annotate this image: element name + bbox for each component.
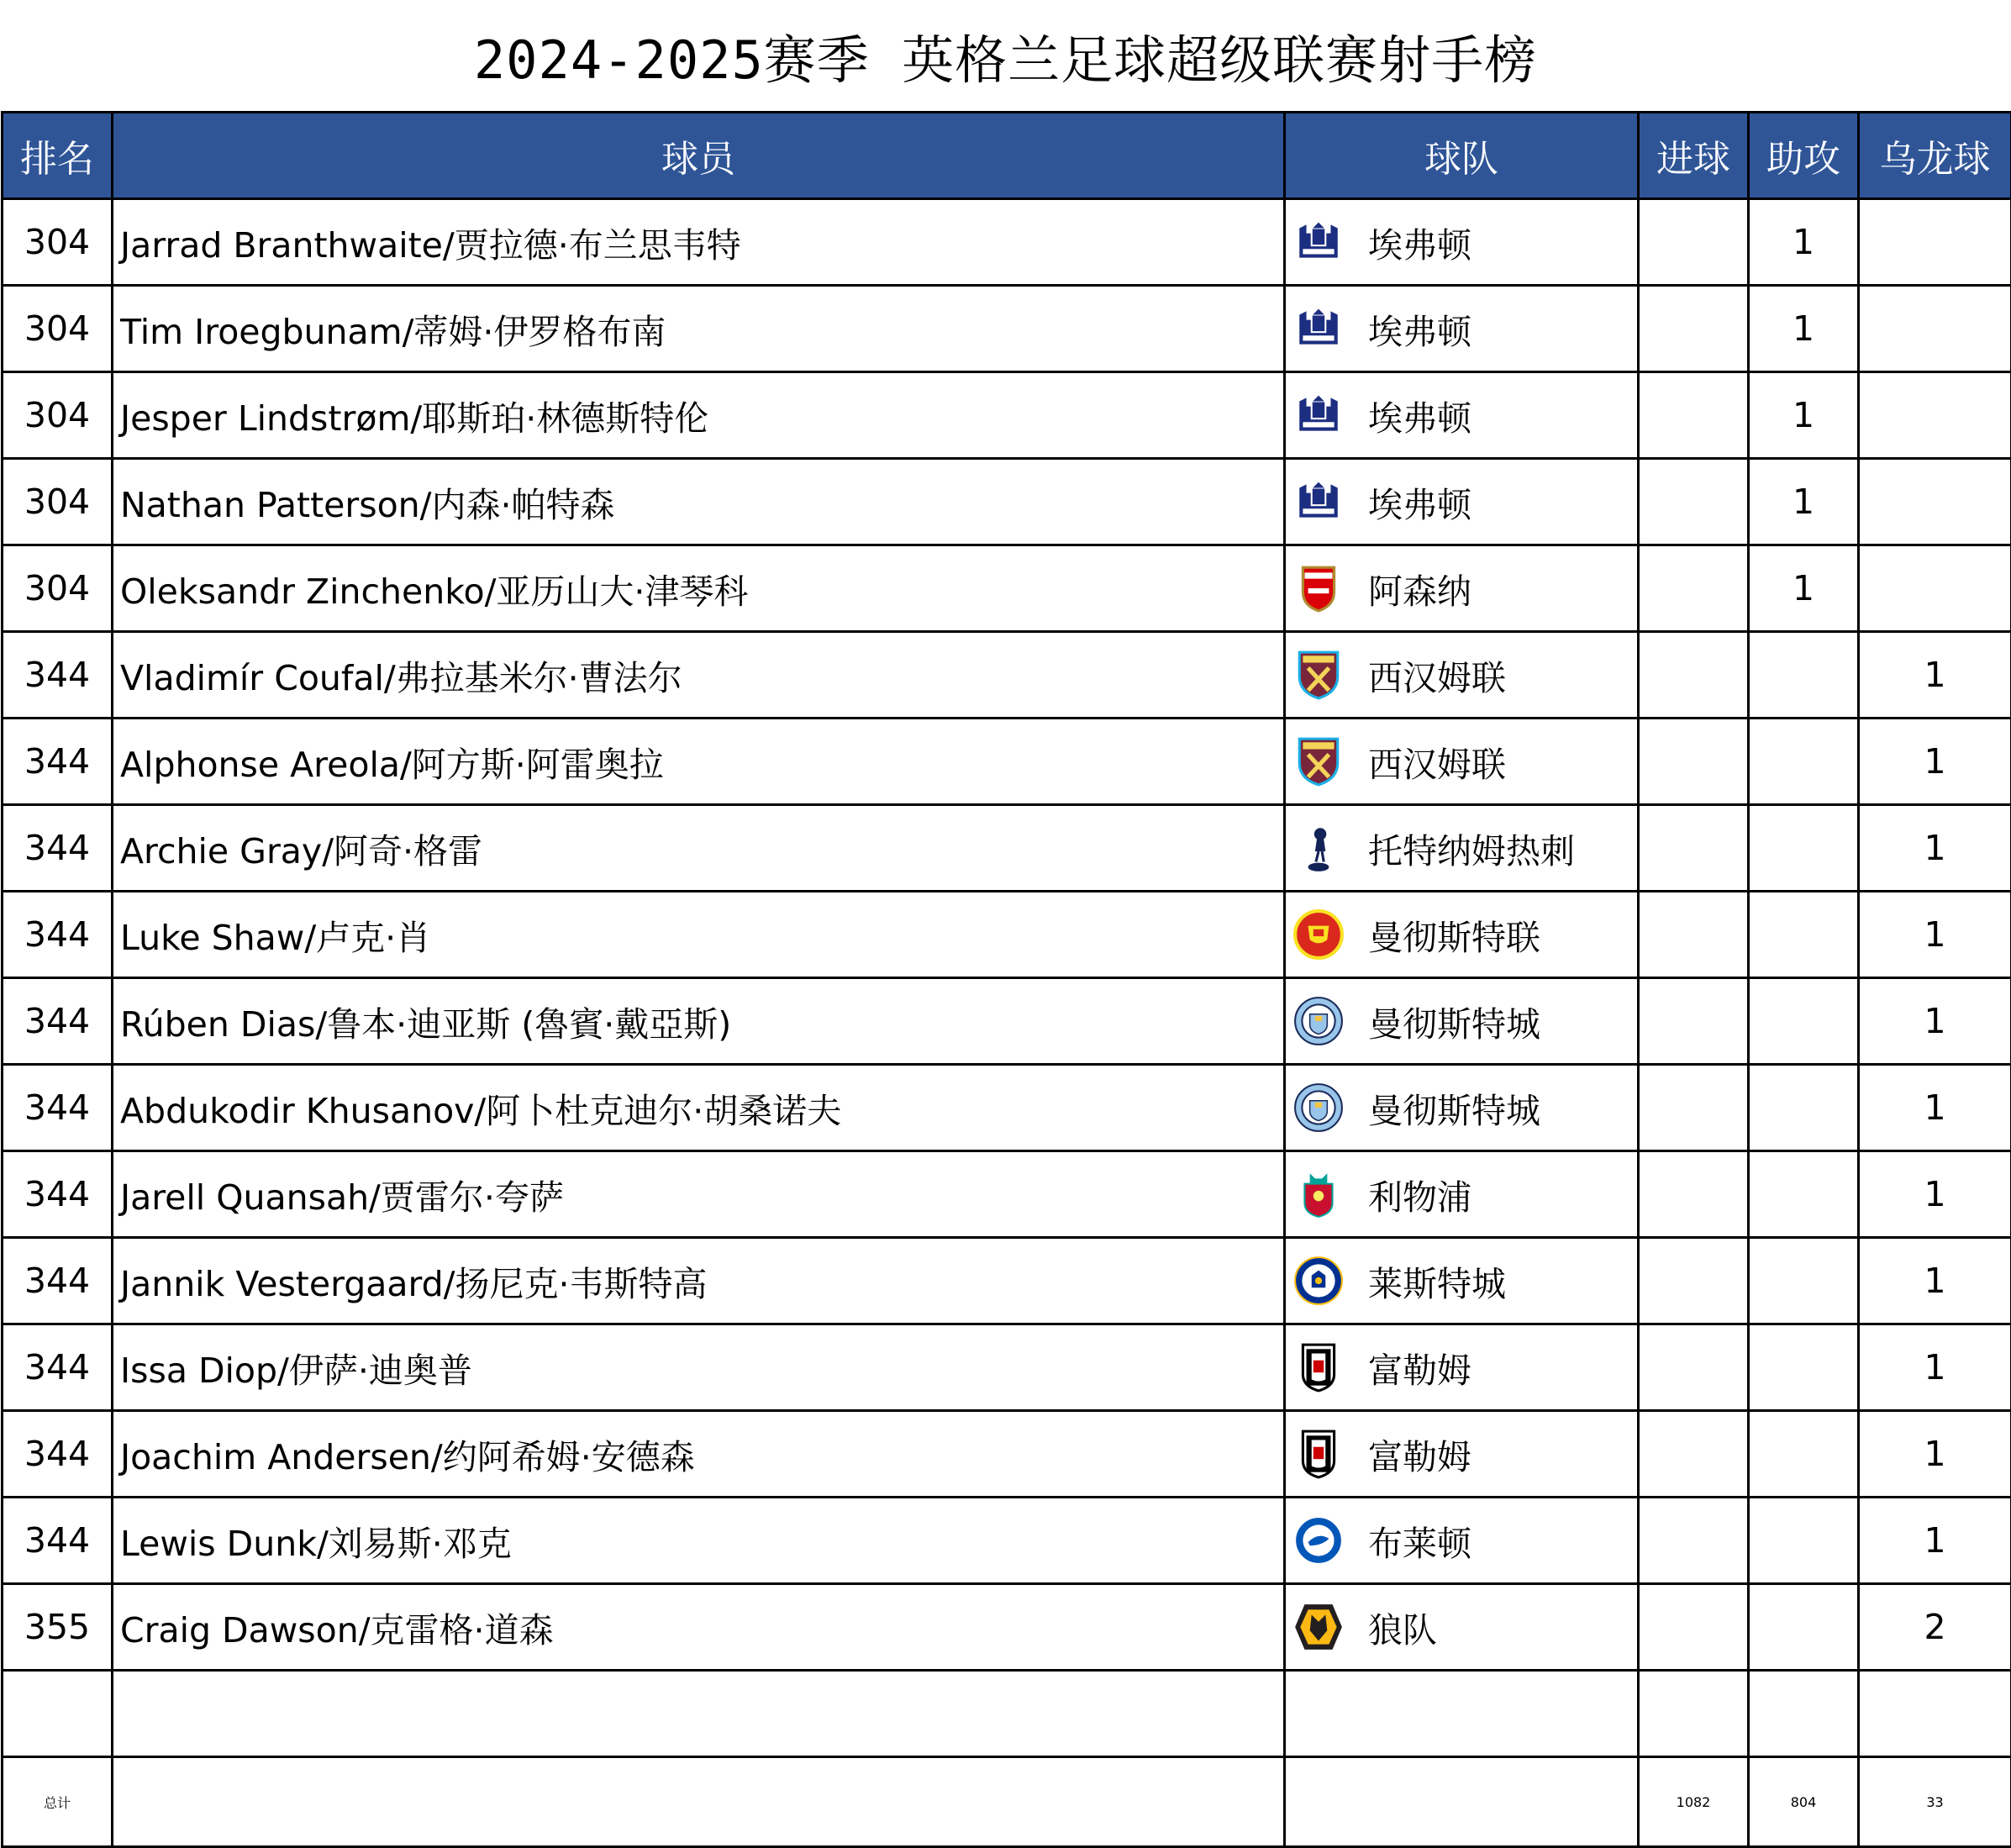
team-cell xyxy=(1285,632,1639,719)
own-goals-cell xyxy=(1859,1671,2011,1757)
player-cell: Archie Gray/阿奇·格雷 xyxy=(113,805,1285,892)
totals-team-cell xyxy=(1285,1757,1639,1847)
rank-cell: 344 xyxy=(3,1411,113,1498)
team-name: 西汉姆联 xyxy=(1368,737,1506,787)
goals-cell xyxy=(1639,1238,1749,1324)
team-wrap xyxy=(1292,373,1637,457)
player-cell: Vladimír Coufal/弗拉基米尔·曹法尔 xyxy=(113,632,1285,719)
player-cell: Jesper Lindstrøm/耶斯珀·林德斯特伦 xyxy=(113,372,1285,459)
player-cell: Rúben Dias/鲁本·迪亚斯 (魯賓·戴亞斯) xyxy=(113,978,1285,1065)
goals-cell xyxy=(1639,372,1749,459)
everton-crest-icon xyxy=(1292,303,1345,355)
rank-cell: 344 xyxy=(3,719,113,805)
player-cell: Craig Dawson/克雷格·道森 xyxy=(113,1584,1285,1671)
rank-cell: 344 xyxy=(3,1151,113,1238)
arsenal-crest-icon xyxy=(1292,562,1345,614)
team-cell xyxy=(1285,719,1639,805)
assists-cell xyxy=(1749,719,1859,805)
rank-cell: 344 xyxy=(3,978,113,1065)
team-name: 布莱顿 xyxy=(1368,1516,1471,1566)
team-wrap xyxy=(1292,979,1637,1063)
team-wrap xyxy=(1292,460,1637,544)
own-goals-cell: 2 xyxy=(1859,1584,2011,1671)
goals-cell xyxy=(1639,1671,1749,1757)
assists-cell: 1 xyxy=(1749,372,1859,459)
team-wrap xyxy=(1292,1672,1637,1756)
everton-crest-icon xyxy=(1292,476,1345,528)
assists-cell xyxy=(1749,1671,1859,1757)
team-wrap xyxy=(1292,806,1637,890)
team-name: 埃弗顿 xyxy=(1368,477,1471,527)
goals-cell xyxy=(1639,1065,1749,1151)
team-name: 埃弗顿 xyxy=(1368,391,1471,440)
rank-cell: 344 xyxy=(3,1324,113,1411)
own-goals-cell: 1 xyxy=(1859,632,2011,719)
table-row xyxy=(3,1151,2011,1238)
assists-cell xyxy=(1749,892,1859,978)
fulham-crest-icon xyxy=(1292,1341,1345,1393)
team-cell xyxy=(1285,1065,1639,1151)
everton-crest-icon xyxy=(1292,216,1345,268)
team-name: 曼彻斯特城 xyxy=(1368,997,1540,1046)
team-name: 富勒姆 xyxy=(1368,1343,1471,1393)
team-cell xyxy=(1285,1411,1639,1498)
table-row xyxy=(3,1065,2011,1151)
team-cell xyxy=(1285,545,1639,632)
table-row xyxy=(3,545,2011,632)
team-name: 利物浦 xyxy=(1368,1170,1471,1219)
assists-cell xyxy=(1749,978,1859,1065)
team-cell xyxy=(1285,892,1639,978)
goals-cell xyxy=(1639,719,1749,805)
table-row xyxy=(3,199,2011,286)
totals-own-goals: 33 xyxy=(1859,1757,2011,1847)
goals-cell xyxy=(1639,459,1749,545)
player-cell: Nathan Patterson/内森·帕特森 xyxy=(113,459,1285,545)
own-goals-cell xyxy=(1859,545,2011,632)
assists-cell: 1 xyxy=(1749,286,1859,372)
goals-cell xyxy=(1639,805,1749,892)
table-row xyxy=(3,372,2011,459)
own-goals-cell: 1 xyxy=(1859,805,2011,892)
table-row xyxy=(3,978,2011,1065)
team-cell xyxy=(1285,1238,1639,1324)
own-goals-cell: 1 xyxy=(1859,1324,2011,1411)
player-cell: Alphonse Areola/阿方斯·阿雷奥拉 xyxy=(113,719,1285,805)
rank-cell: 344 xyxy=(3,1238,113,1324)
own-goals-cell: 1 xyxy=(1859,978,2011,1065)
player-cell: Oleksandr Zinchenko/亚历山大·津琴科 xyxy=(113,545,1285,632)
header-assists: 助攻 xyxy=(1749,113,1859,199)
player-cell: Abdukodir Khusanov/阿卜杜克迪尔·胡桑诺夫 xyxy=(113,1065,1285,1151)
team-wrap xyxy=(1292,719,1637,803)
liverpool-crest-icon xyxy=(1292,1168,1345,1220)
player-cell: Lewis Dunk/刘易斯·邓克 xyxy=(113,1498,1285,1584)
rank-cell: 304 xyxy=(3,286,113,372)
team-name: 狼队 xyxy=(1368,1603,1437,1652)
assists-cell xyxy=(1749,1498,1859,1584)
table-row xyxy=(3,719,2011,805)
goals-cell xyxy=(1639,1411,1749,1498)
team-cell xyxy=(1285,1151,1639,1238)
team-wrap xyxy=(1292,200,1637,284)
assists-cell: 1 xyxy=(1749,545,1859,632)
totals-assists: 804 xyxy=(1749,1757,1859,1847)
team-name: 曼彻斯特城 xyxy=(1368,1083,1540,1133)
team-name: 埃弗顿 xyxy=(1368,218,1471,267)
goals-cell xyxy=(1639,199,1749,286)
assists-cell xyxy=(1749,632,1859,719)
assists-cell xyxy=(1749,1584,1859,1671)
team-wrap xyxy=(1292,633,1637,717)
goals-cell xyxy=(1639,978,1749,1065)
assists-cell xyxy=(1749,805,1859,892)
table-row xyxy=(3,1671,2011,1757)
team-wrap xyxy=(1292,1066,1637,1150)
player-cell: Joachim Andersen/约阿希姆·安德森 xyxy=(113,1411,1285,1498)
player-cell: Issa Diop/伊萨·迪奥普 xyxy=(113,1324,1285,1411)
goals-cell xyxy=(1639,632,1749,719)
header-row xyxy=(3,113,2011,199)
header-player: 球员 xyxy=(113,113,1285,199)
rank-cell xyxy=(3,1671,113,1757)
assists-cell: 1 xyxy=(1749,459,1859,545)
own-goals-cell: 1 xyxy=(1859,1411,2011,1498)
team-name: 埃弗顿 xyxy=(1368,304,1471,354)
team-cell xyxy=(1285,199,1639,286)
rank-cell: 304 xyxy=(3,545,113,632)
team-cell xyxy=(1285,1584,1639,1671)
team-name: 莱斯特城 xyxy=(1368,1256,1506,1306)
goals-cell xyxy=(1639,1324,1749,1411)
table-row xyxy=(3,892,2011,978)
assists-cell: 1 xyxy=(1749,199,1859,286)
own-goals-cell xyxy=(1859,286,2011,372)
rank-cell: 344 xyxy=(3,892,113,978)
man-city-crest-icon xyxy=(1292,995,1345,1047)
man-united-crest-icon xyxy=(1292,908,1345,961)
assists-cell xyxy=(1749,1238,1859,1324)
team-cell xyxy=(1285,372,1639,459)
header-own-goals: 乌龙球 xyxy=(1859,113,2011,199)
west-ham-crest-icon xyxy=(1292,735,1345,787)
own-goals-cell: 1 xyxy=(1859,1151,2011,1238)
totals-row xyxy=(3,1757,2011,1847)
team-name: 西汉姆联 xyxy=(1368,650,1506,700)
table-row xyxy=(3,1324,2011,1411)
table-row xyxy=(3,459,2011,545)
own-goals-cell xyxy=(1859,459,2011,545)
table-row xyxy=(3,1238,2011,1324)
goals-cell xyxy=(1639,1151,1749,1238)
goals-cell xyxy=(1639,286,1749,372)
scorers-table xyxy=(1,111,2011,1848)
table-row xyxy=(3,1498,2011,1584)
team-wrap xyxy=(1292,1325,1637,1409)
table-row xyxy=(3,1411,2011,1498)
header-goals: 进球 xyxy=(1639,113,1749,199)
team-wrap xyxy=(1292,287,1637,371)
west-ham-crest-icon xyxy=(1292,649,1345,701)
team-wrap xyxy=(1292,1585,1637,1669)
goals-cell xyxy=(1639,1498,1749,1584)
team-cell xyxy=(1285,286,1639,372)
rank-cell: 344 xyxy=(3,1498,113,1584)
team-wrap xyxy=(1292,1152,1637,1236)
man-city-crest-icon xyxy=(1292,1082,1345,1134)
team-cell xyxy=(1285,805,1639,892)
team-cell xyxy=(1285,1498,1639,1584)
own-goals-cell: 1 xyxy=(1859,1238,2011,1324)
team-wrap xyxy=(1292,892,1637,977)
tottenham-crest-icon xyxy=(1292,822,1345,874)
own-goals-cell: 1 xyxy=(1859,1065,2011,1151)
team-wrap xyxy=(1292,1498,1637,1582)
own-goals-cell: 1 xyxy=(1859,892,2011,978)
totals-goals: 1082 xyxy=(1639,1757,1749,1847)
player-cell xyxy=(113,1671,1285,1757)
team-cell xyxy=(1285,459,1639,545)
assists-cell xyxy=(1749,1411,1859,1498)
rank-cell: 304 xyxy=(3,459,113,545)
player-cell: Jarell Quansah/贾雷尔·夸萨 xyxy=(113,1151,1285,1238)
table-row xyxy=(3,632,2011,719)
team-cell xyxy=(1285,1671,1639,1757)
totals-label: 总计 xyxy=(3,1757,113,1847)
assists-cell xyxy=(1749,1151,1859,1238)
goals-cell xyxy=(1639,1584,1749,1671)
rank-cell: 344 xyxy=(3,805,113,892)
assists-cell xyxy=(1749,1065,1859,1151)
team-cell xyxy=(1285,1324,1639,1411)
rank-cell: 304 xyxy=(3,372,113,459)
team-wrap xyxy=(1292,1239,1637,1323)
wolves-crest-icon xyxy=(1292,1601,1345,1653)
own-goals-cell xyxy=(1859,372,2011,459)
totals-player-cell xyxy=(113,1757,1285,1847)
goals-cell xyxy=(1639,545,1749,632)
own-goals-cell: 1 xyxy=(1859,719,2011,805)
brighton-crest-icon xyxy=(1292,1514,1345,1566)
player-cell: Tim Iroegbunam/蒂姆·伊罗格布南 xyxy=(113,286,1285,372)
rank-cell: 344 xyxy=(3,632,113,719)
team-name: 阿森纳 xyxy=(1368,564,1471,613)
team-name: 曼彻斯特联 xyxy=(1368,910,1540,960)
player-cell: Jarrad Branthwaite/贾拉德·布兰思韦特 xyxy=(113,199,1285,286)
everton-crest-icon xyxy=(1292,389,1345,441)
rank-cell: 355 xyxy=(3,1584,113,1671)
rank-cell: 304 xyxy=(3,199,113,286)
team-wrap xyxy=(1292,1412,1637,1496)
assists-cell xyxy=(1749,1324,1859,1411)
goals-cell xyxy=(1639,892,1749,978)
own-goals-cell xyxy=(1859,199,2011,286)
header-team: 球队 xyxy=(1285,113,1639,199)
fulham-crest-icon xyxy=(1292,1428,1345,1480)
table-row xyxy=(3,286,2011,372)
team-name: 富勒姆 xyxy=(1368,1429,1471,1479)
page-title: 2024-2025赛季 英格兰足球超级联赛射手榜 xyxy=(0,0,2011,111)
rank-cell: 344 xyxy=(3,1065,113,1151)
leicester-crest-icon xyxy=(1292,1255,1345,1307)
team-name: 托特纳姆热刺 xyxy=(1368,824,1575,873)
player-cell: Jannik Vestergaard/扬尼克·韦斯特高 xyxy=(113,1238,1285,1324)
team-wrap xyxy=(1292,546,1637,630)
own-goals-cell: 1 xyxy=(1859,1498,2011,1584)
table-row xyxy=(3,805,2011,892)
table-row xyxy=(3,1584,2011,1671)
team-cell xyxy=(1285,978,1639,1065)
player-cell: Luke Shaw/卢克·肖 xyxy=(113,892,1285,978)
header-rank: 排名 xyxy=(3,113,113,199)
